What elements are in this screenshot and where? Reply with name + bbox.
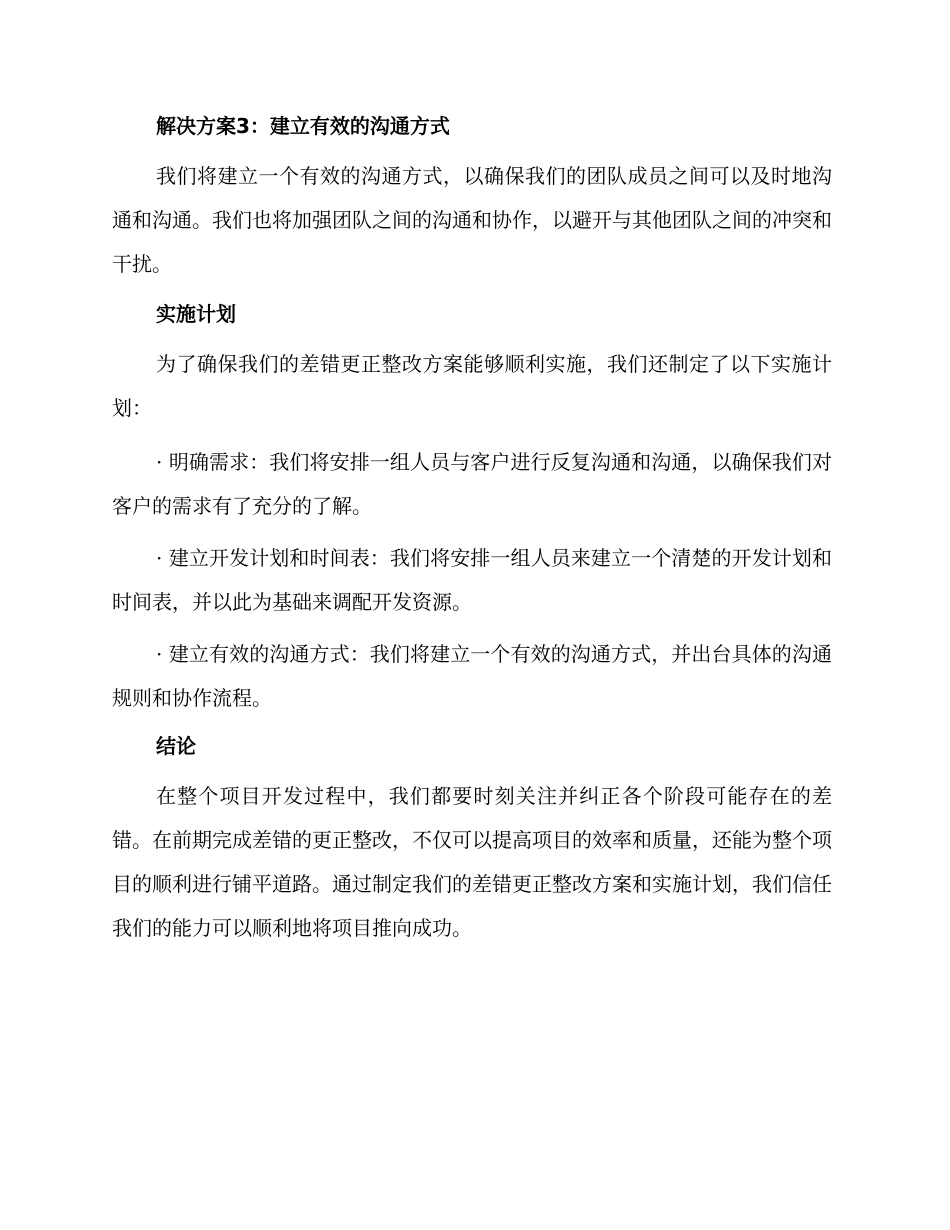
section-paragraph: 在整个项目开发过程中，我们都要时刻关注并纠正各个阶段可能存在的差错。在前期完成差错的更正整改，不仅可以提高项目的效率和质量，还能为整个项目的顺利进行铺平道路。通过制定我们的差错更正整改方案和实施计划，我们信任我们的能力可以顺利地将项目推向成功。 (112, 784, 832, 940)
section-paragraph: 我们将建立一个有效的沟通方式，以确保我们的团队成员之间可以及时地沟通和沟通。我们也将加强团队之间的沟通和协作，以避开与其他团队之间的冲突和干扰。 (112, 164, 832, 276)
section-heading-conclusion: 结论 (156, 734, 196, 758)
section-paragraph: 为了确保我们的差错更正整改方案能够顺利实施，我们还制定了以下实施计划： (112, 352, 832, 420)
section-heading-implementation-plan: 实施计划 (156, 302, 236, 326)
list-item: · 建立开发计划和时间表：我们将安排一组人员来建立一个清楚的开发计划和时间表，并以此为基础来调配开发资源。 (112, 546, 832, 614)
document-page (112, 108, 832, 960)
list-item: · 明确需求：我们将安排一组人员与客户进行反复沟通和沟通，以确保我们对客户的需求有了充分的了解。 (112, 450, 832, 518)
section-heading-solution-3: 解决方案3：建立有效的沟通方式 (156, 114, 450, 138)
list-item: · 建立有效的沟通方式：我们将建立一个有效的沟通方式，并出台具体的沟通规则和协作流程。 (112, 642, 832, 710)
